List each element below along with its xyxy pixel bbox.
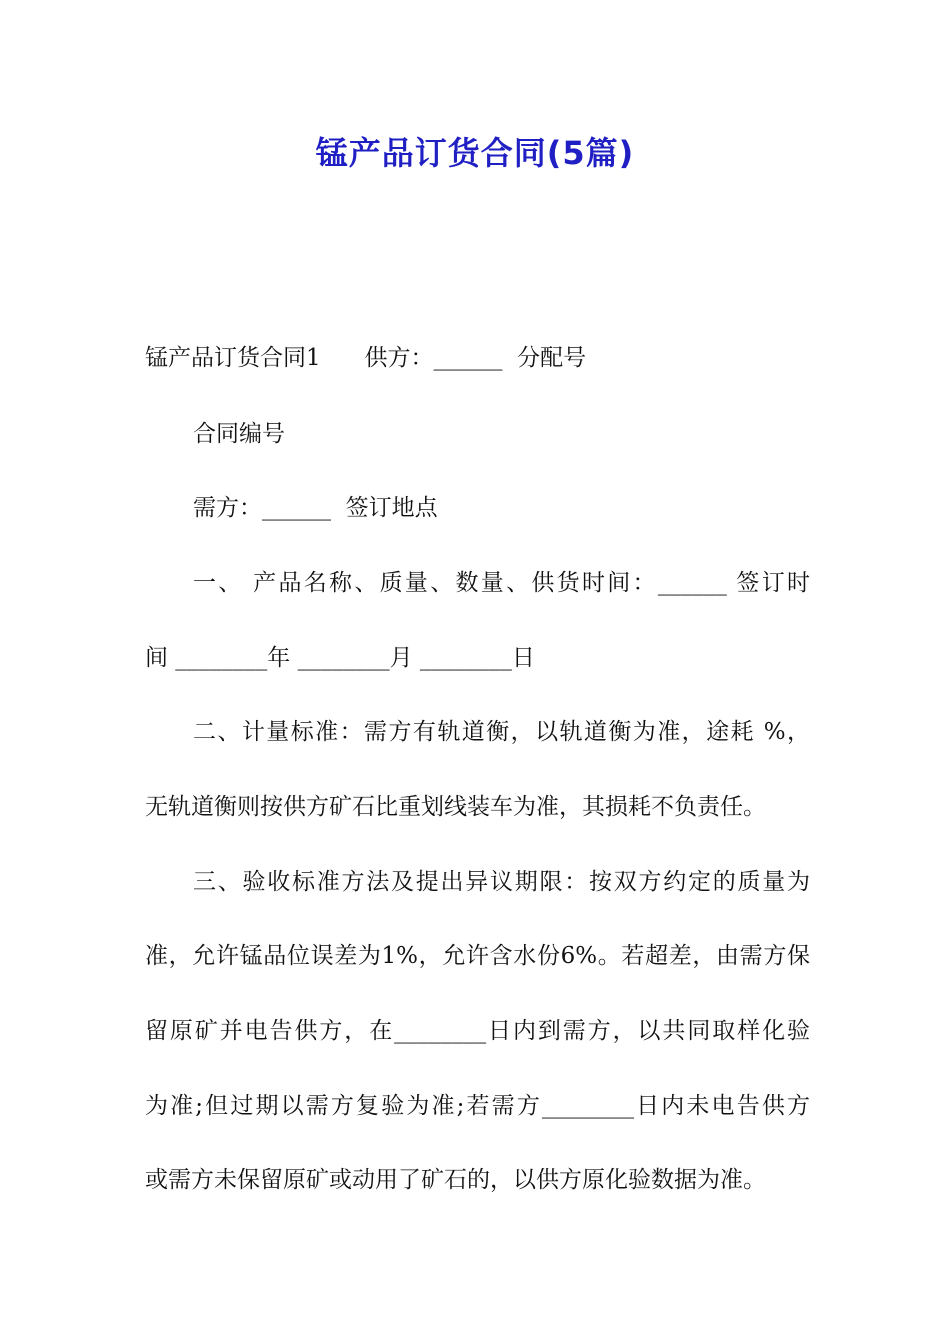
clause-3-line-5: 或需方未保留原矿或动用了矿石的，以供方原化验数据为准。: [145, 1167, 766, 1193]
clause-3-line-4: 为准;但过期以需方复验为准;若需方________日内未电告供方: [145, 1093, 810, 1119]
clause-1-line-1: 一、 产品名称、质量、数量、供货时间：______ 签订时: [193, 570, 810, 596]
contract-number-line: 合同编号: [193, 421, 285, 447]
buyer-line: 需方：______ 签订地点: [193, 495, 438, 521]
clause-2-line-1: 二、计量标准：需方有轨道衡，以轨道衡为准，途耗 %，: [193, 719, 810, 745]
clause-2-line-2: 无轨道衡则按供方矿石比重划线装车为准，其损耗不负责任。: [145, 794, 766, 820]
contract-heading-line: 锰产品订货合同1 供方：______ 分配号: [145, 345, 587, 371]
clause-1-line-2: 间 ________年 ________月 ________日: [145, 645, 535, 671]
clause-3-line-1: 三、验收标准方法及提出异议期限：按双方约定的质量为: [193, 869, 810, 895]
clause-3-line-3: 留原矿并电告供方，在________日内到需方，以共同取样化验: [145, 1018, 810, 1044]
clause-3-line-2: 准，允许锰品位误差为1%，允许含水份6%。若超差，由需方保: [145, 943, 810, 969]
document-title: 锰产品订货合同(5篇): [315, 134, 635, 172]
